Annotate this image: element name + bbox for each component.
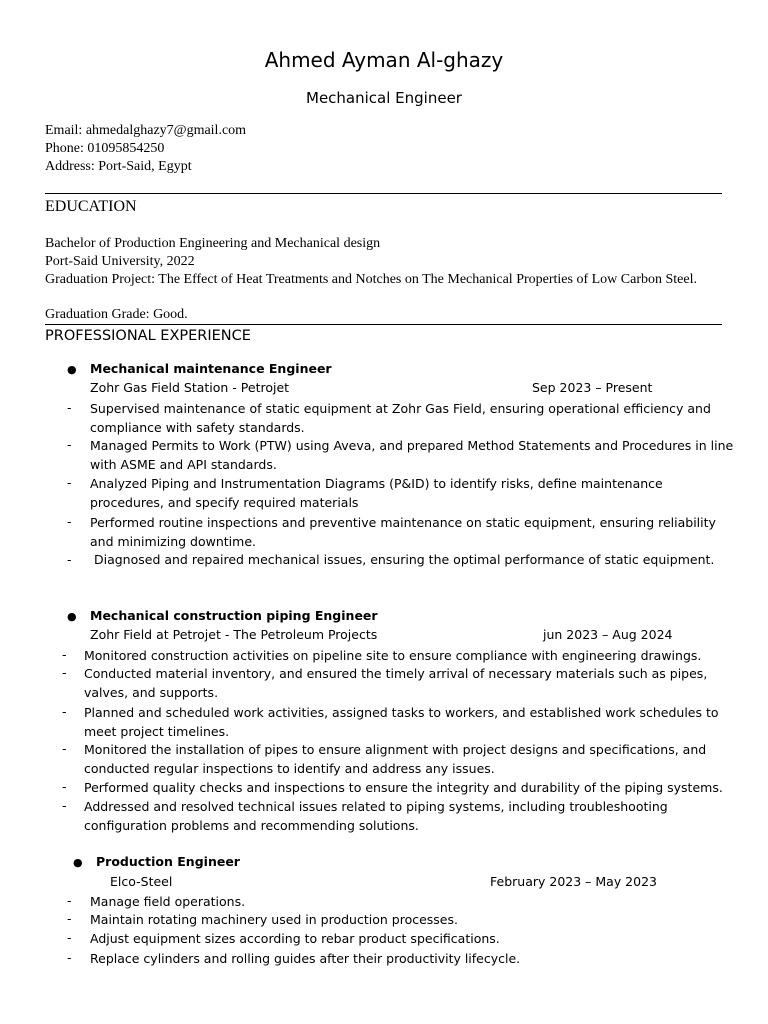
bullet-icon: ● [73, 856, 83, 869]
dash-icon: - [62, 647, 67, 662]
dash-icon: - [67, 911, 72, 926]
job-item: Conducted material inventory, and ensured the timely arrival of necessary materials such as pipes, valves, and supports. [84, 666, 708, 701]
dash-icon: - [67, 475, 72, 490]
dash-icon: - [67, 514, 72, 529]
job-dates: Sep 2023 – Present [532, 380, 653, 395]
divider [45, 193, 722, 194]
resume-name: Ahmed Ayman Al-ghazy [264, 48, 504, 72]
dash-icon: - [67, 437, 72, 452]
dash-icon: - [67, 552, 72, 567]
job-title: Mechanical maintenance Engineer [90, 361, 332, 376]
dash-icon: - [62, 798, 67, 813]
job-item: Supervised maintenance of static equipment at Zohr Gas Field, ensuring operational efficiency and compliance with safety standards. [90, 401, 711, 436]
job-item: Performed quality checks and inspections to ensure the integrity and durability of the piping systems. [84, 780, 723, 795]
job-item: Performed routine inspections and preventive maintenance on static equipment, ensuring reliability and minimizing downtime. [90, 515, 716, 550]
education-heading: EDUCATION [45, 198, 137, 215]
job-dates: jun 2023 – Aug 2024 [543, 627, 673, 642]
job-company: Zohr Field at Petrojet - The Petroleum Projects [90, 627, 378, 642]
job-item: Monitored construction activities on pipeline site to ensure compliance with engineering drawings. [84, 648, 702, 663]
dash-icon: - [67, 400, 72, 415]
resume-title: Mechanical Engineer [306, 89, 462, 107]
contact-email: Email: ahmedalghazy7@gmail.com [45, 123, 247, 138]
job-item: Manage field operations. [90, 894, 246, 909]
job-item: Adjust equipment sizes according to rebar product specifications. [90, 931, 500, 946]
job-item: Replace cylinders and rolling guides after their productivity lifecycle. [90, 951, 521, 966]
job-title: Mechanical construction piping Engineer [90, 608, 378, 623]
dash-icon: - [67, 893, 72, 908]
education-university: Port-Said University, 2022 [45, 254, 195, 269]
education-grade: Graduation Grade: Good. [45, 307, 188, 322]
dash-icon: - [62, 741, 67, 756]
job-item: Managed Permits to Work (PTW) using Aveva, and prepared Method Statements and Procedures in line with ASME and API standards. [90, 438, 734, 473]
job-dates: February 2023 – May 2023 [490, 874, 657, 889]
divider [45, 324, 722, 325]
dash-icon: - [62, 665, 67, 680]
dash-icon: - [67, 950, 72, 965]
dash-icon: - [62, 704, 67, 719]
dash-icon: - [67, 930, 72, 945]
education-degree: Bachelor of Production Engineering and Mechanical design [45, 236, 381, 251]
job-title: Production Engineer [96, 854, 240, 869]
contact-phone: Phone: 01095854250 [45, 141, 165, 156]
job-item: Addressed and resolved technical issues related to piping systems, including troubleshooting configuration problems and recommending solutions. [84, 799, 668, 834]
job-company: Elco-Steel [110, 874, 173, 889]
bullet-icon: ● [67, 363, 77, 376]
bullet-icon: ● [67, 610, 77, 623]
job-item: Diagnosed and repaired mechanical issues, ensuring the optimal performance of static equipment. [90, 552, 715, 567]
experience-heading: PROFESSIONAL EXPERIENCE [45, 328, 251, 344]
job-company: Zohr Gas Field Station - Petrojet [90, 380, 290, 395]
dash-icon: - [62, 779, 67, 794]
job-item: Maintain rotating machinery used in production processes. [90, 912, 458, 927]
job-item: Planned and scheduled work activities, assigned tasks to workers, and established work schedules to meet project timelines. [84, 705, 719, 740]
education-project: Graduation Project: The Effect of Heat Treatments and Notches on The Mechanical Properties of Low Carbon Steel. [45, 272, 697, 287]
job-item: Monitored the installation of pipes to ensure alignment with project designs and specifications, and conducted regular inspections to identify and address any issues. [84, 742, 707, 777]
contact-address: Address: Port-Said, Egypt [45, 159, 192, 174]
job-item: Analyzed Piping and Instrumentation Diagrams (P&ID) to identify risks, define maintenance procedures, and specify required materials [90, 476, 663, 511]
